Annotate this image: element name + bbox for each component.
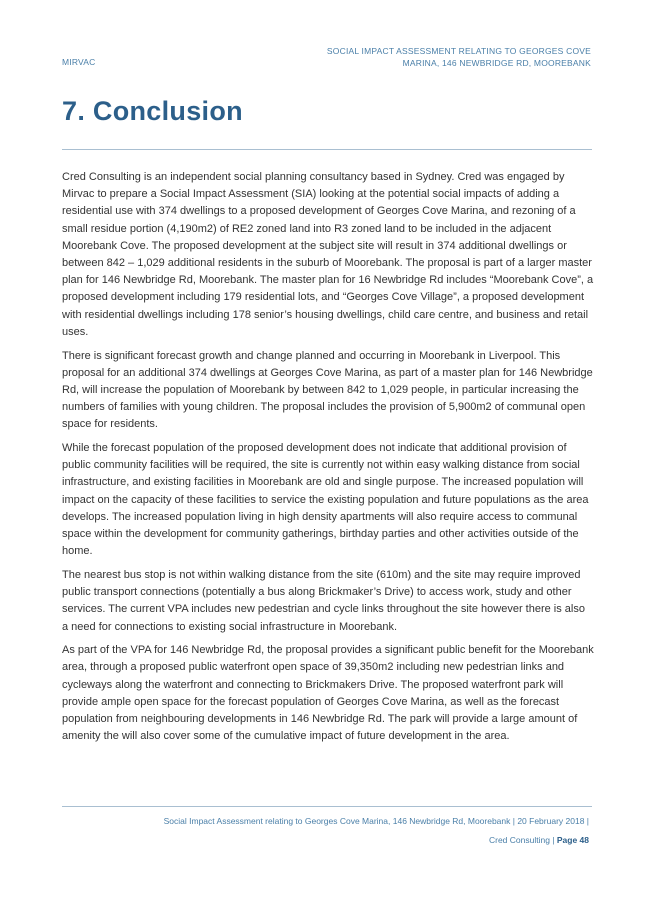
paragraph: The nearest bus stop is not within walking distance from the site (610m) and the site may require improved public transport connections (potentially a bus along Brickmaker’s Drive) to access work, study and other services. The current VPA includes new pedestrian and cycle links throughout the site however there is also a need for connections to existing social infrastructure in Moorebank. bbox=[62, 568, 585, 633]
footer-company: Cred Consulting | bbox=[488, 835, 557, 845]
title-divider bbox=[62, 149, 592, 150]
paragraph: There is significant forecast growth and change planned and occurring in Moorebank in Liverpool. This proposal for an additional 374 dwellings at Georges Cove Marina, as part of a master plan for 146 Newbridge Rd, will increase the population of Moorebank by between 842 to 1,029 people, in particular increasing the numbers of families with young children. The proposal includes the provision of 5,900m2 of communal open space for residents. bbox=[62, 349, 593, 431]
body-content bbox=[62, 169, 594, 752]
header-document-title bbox=[231, 45, 591, 69]
paragraph: Cred Consulting is an independent social planning consultancy based in Sydney. Cred was engaged by Mirvac to prepare a Social Impact Assessment (SIA) looking at the potential social impacts of adding a residential use with 374 dwellings to a proposed development of Georges Cove Marina, and rezoning of a small residue portion (4,190m2) of RE2 zoned land into R3 zoned land to be included in the adjacent Moorebank Cove. The proposed development at the subject site will result in 374 additional dwellings or between 842 – 1,029 additional residents in the suburb of Moorebank. The proposal is part of a larger master plan for 146 Newbridge Rd, Moorebank. The master plan for 16 Newbridge Rd includes “Moorebank Cove”, a proposed development including 179 residential lots, and “Georges Cove Village”, a proposed development with residential dwellings including 178 senior’s housing dwellings, child care centre, and business and retail uses. bbox=[62, 171, 594, 338]
paragraph: As part of the VPA for 146 Newbridge Rd, the proposal provides a significant public benefit for the Moorebank area, through a proposed public waterfront open space of 39,350m2 including new pedestrian links and cycleways along the waterfront and connecting to Brickmakers Drive. The proposed waterfront park will provide ample open space for the forecast population of Georges Cove Marina, as well as the forecast population from neighbouring developments in 146 Newbridge Rd. The park will provide a large amount of amenity the will also cover some of the cumulative impact of future development in the area. bbox=[62, 644, 594, 743]
page-number: Page 48 bbox=[556, 835, 589, 845]
footer-divider bbox=[62, 806, 592, 807]
header-title-line-1: SOCIAL IMPACT ASSESSMENT RELATING TO GEORGES COVE bbox=[326, 46, 591, 56]
footer-document-info: Social Impact Assessment relating to Georges Cove Marina, 146 Newbridge Rd, Moorebank | 20 February 2018 | bbox=[163, 816, 589, 826]
footer-page-info bbox=[289, 835, 589, 845]
header-title-line-2: MARINA, 146 NEWBRIDGE RD, MOOREBANK bbox=[402, 58, 591, 68]
header-company: MIRVAC bbox=[62, 57, 96, 67]
page-title: 7. Conclusion bbox=[62, 96, 243, 126]
paragraph: While the forecast population of the proposed development does not indicate that additional provision of public community facilities will be required, the site is currently not within easy walking distance from social infrastructure, and existing facilities in Moorebank are old and single purpose. The increased population will impact on the capacity of these facilities to service the existing population and future populations as the area develops. The increased population living in high density apartments will also require access to communal space within the development for community gatherings, birthday parties and other activities outside of the home. bbox=[62, 442, 589, 558]
